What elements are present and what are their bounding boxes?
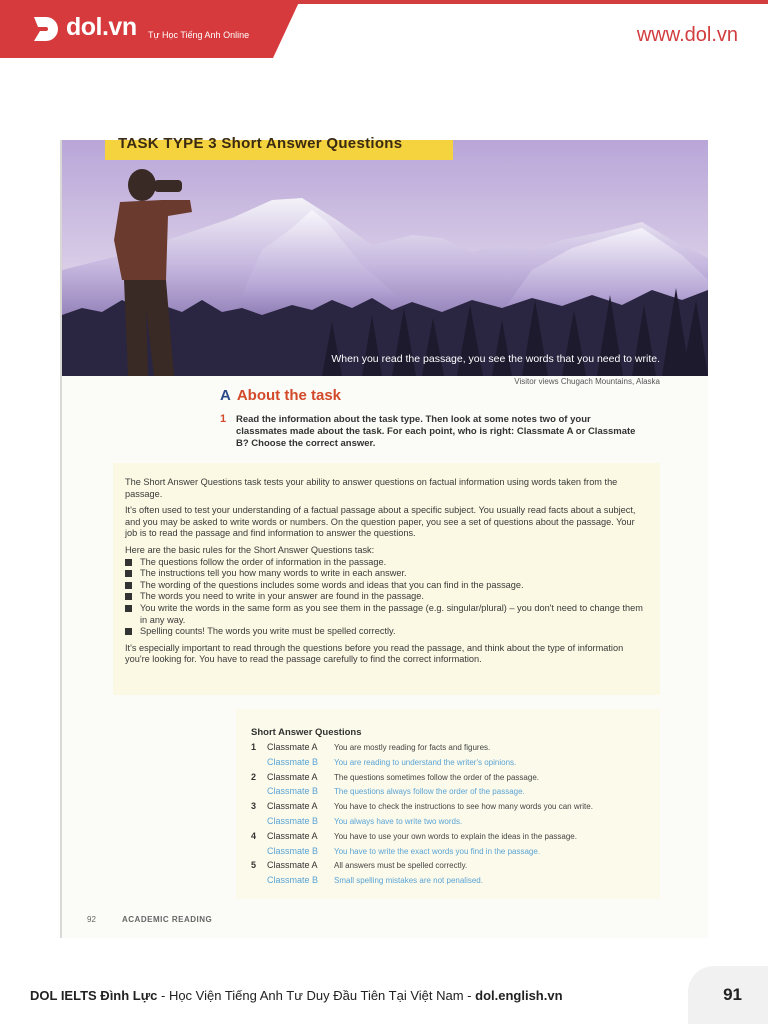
section-letter: A xyxy=(220,387,231,404)
answer-row-a[interactable] xyxy=(251,741,651,756)
bullet-square-icon xyxy=(125,628,132,635)
mountain-photo xyxy=(62,140,708,376)
footer-text xyxy=(30,988,563,1003)
footer-link[interactable]: dol.english.vn xyxy=(475,988,563,1003)
photo-caption: When you read the passage, you see the words that you need to write. xyxy=(331,353,660,365)
photo-credit: Visitor views Chugach Mountains, Alaska xyxy=(514,377,660,386)
answer-number: 2 xyxy=(251,771,257,782)
footer-tagline: - Học Viện Tiếng Anh Tư Duy Đầu Tiên Tại Việt Nam - xyxy=(157,988,476,1003)
section-title: About the task xyxy=(236,387,342,404)
section-heading xyxy=(220,387,341,404)
classmate-label: Classmate B xyxy=(267,786,319,797)
bullet-square-icon xyxy=(125,582,132,589)
classmate-label: Classmate A xyxy=(267,742,318,752)
info-paragraph: It's often used to test your understanding of a factual passage about a specific subject. You usually read facts about a subject, and you may be asked to write words or numbers. On the question paper, you see a set of questions about the passage. Your job is to read the passage and find information to answer the questions. xyxy=(125,505,636,539)
classmate-label: Classmate B xyxy=(267,845,319,856)
rule-item: The wording of the questions includes some words and ideas that you can find in the passage. xyxy=(125,580,647,592)
rule-item: You write the words in the same form as you see them in the passage (e.g. singular/plural) – you don't need to change them in any way. xyxy=(125,603,647,626)
bullet-square-icon xyxy=(125,605,132,612)
brand-tagline: Tự Học Tiếng Anh Online xyxy=(148,30,250,40)
task-information xyxy=(125,477,647,671)
footer-brand: DOL IELTS Đình Lực xyxy=(30,988,158,1003)
answer-row-b[interactable] xyxy=(251,845,651,860)
footer-page-number: 91 xyxy=(723,985,742,1004)
answer-number: 1 xyxy=(251,742,257,752)
answer-row-b[interactable] xyxy=(251,815,651,830)
answers-title: Short Answer Questions xyxy=(251,727,362,738)
classmate-statement: Small spelling mistakes are not penalised. xyxy=(334,876,483,886)
classmate-statement: You always have to write two words. xyxy=(334,816,463,826)
brand-logo-text[interactable]: dol.vn xyxy=(66,13,137,41)
question-number: 1 xyxy=(220,413,227,425)
info-paragraph: The Short Answer Questions task tests your ability to answer questions on factual information using words taken from the passage. xyxy=(125,477,618,499)
classmate-statement: You have to check the instructions to see how many words you can write. xyxy=(334,802,593,812)
rules-list xyxy=(125,557,647,638)
bullet-square-icon xyxy=(125,593,132,600)
classmate-statement: You are mostly reading for facts and figures. xyxy=(334,743,491,752)
classmate-label: Classmate B xyxy=(267,756,319,767)
classmate-statement: The questions always follow the order of the passage. xyxy=(334,787,525,797)
classmate-label: Classmate A xyxy=(267,771,318,782)
answer-number: 4 xyxy=(251,830,257,841)
answer-row-a[interactable] xyxy=(251,859,651,874)
answers-list xyxy=(251,741,651,889)
bullet-square-icon xyxy=(125,570,132,577)
answer-row-b[interactable] xyxy=(251,785,651,800)
classmate-label: Classmate B xyxy=(267,815,319,826)
classmate-label: Classmate A xyxy=(267,830,318,841)
classmate-label: Classmate A xyxy=(267,801,318,812)
rule-item: Spelling counts! The words you write must be spelled correctly. xyxy=(125,626,647,638)
rule-item: The instructions tell you how many words to write in each answer. xyxy=(125,568,647,580)
classmate-label: Classmate B xyxy=(267,875,319,886)
question-instruction: Read the information about the task type. Then look at some notes two of your classmates made about the task. For each point, who is right: Classmate A or Classmate B? Choose the correct answer. xyxy=(236,414,636,449)
site-url-link[interactable]: www.dol.vn xyxy=(636,24,738,46)
rule-item: The words you need to write in your answer are found in the passage. xyxy=(125,591,647,603)
book-page-number: 92 xyxy=(87,915,96,924)
classmate-statement: You are reading to understand the writer's opinions. xyxy=(334,757,517,767)
book-section-label: ACADEMIC READING xyxy=(122,915,213,924)
classmate-statement: You have to write the exact words you find in the passage. xyxy=(334,846,541,856)
info-paragraph: Here are the basic rules for the Short Answer Questions task: xyxy=(125,544,375,555)
dol-logo-icon[interactable] xyxy=(30,14,60,44)
answer-number: 3 xyxy=(251,801,257,812)
classmate-statement: You have to use your own words to explain the ideas in the passage. xyxy=(334,831,577,841)
task-type-title: TASK TYPE 3 Short Answer Questions xyxy=(118,135,403,152)
answer-row-a[interactable] xyxy=(251,771,651,786)
info-paragraph: It's especially important to read through the questions before you read the passage, and think about the type of information you're looking for. You have to read the passage carefully to find the correct information. xyxy=(125,642,624,665)
answer-row-b[interactable] xyxy=(251,874,651,889)
answer-row-a[interactable] xyxy=(251,830,651,845)
answer-row-a[interactable] xyxy=(251,800,651,815)
answer-number: 5 xyxy=(251,860,257,871)
answer-row-b[interactable] xyxy=(251,756,651,771)
classmate-label: Classmate A xyxy=(267,860,318,871)
rule-item: The questions follow the order of information in the passage. xyxy=(125,557,647,569)
classmate-statement: The questions sometimes follow the order of the passage. xyxy=(334,772,539,782)
classmate-statement: All answers must be spelled correctly. xyxy=(334,861,468,871)
bullet-square-icon xyxy=(125,559,132,566)
